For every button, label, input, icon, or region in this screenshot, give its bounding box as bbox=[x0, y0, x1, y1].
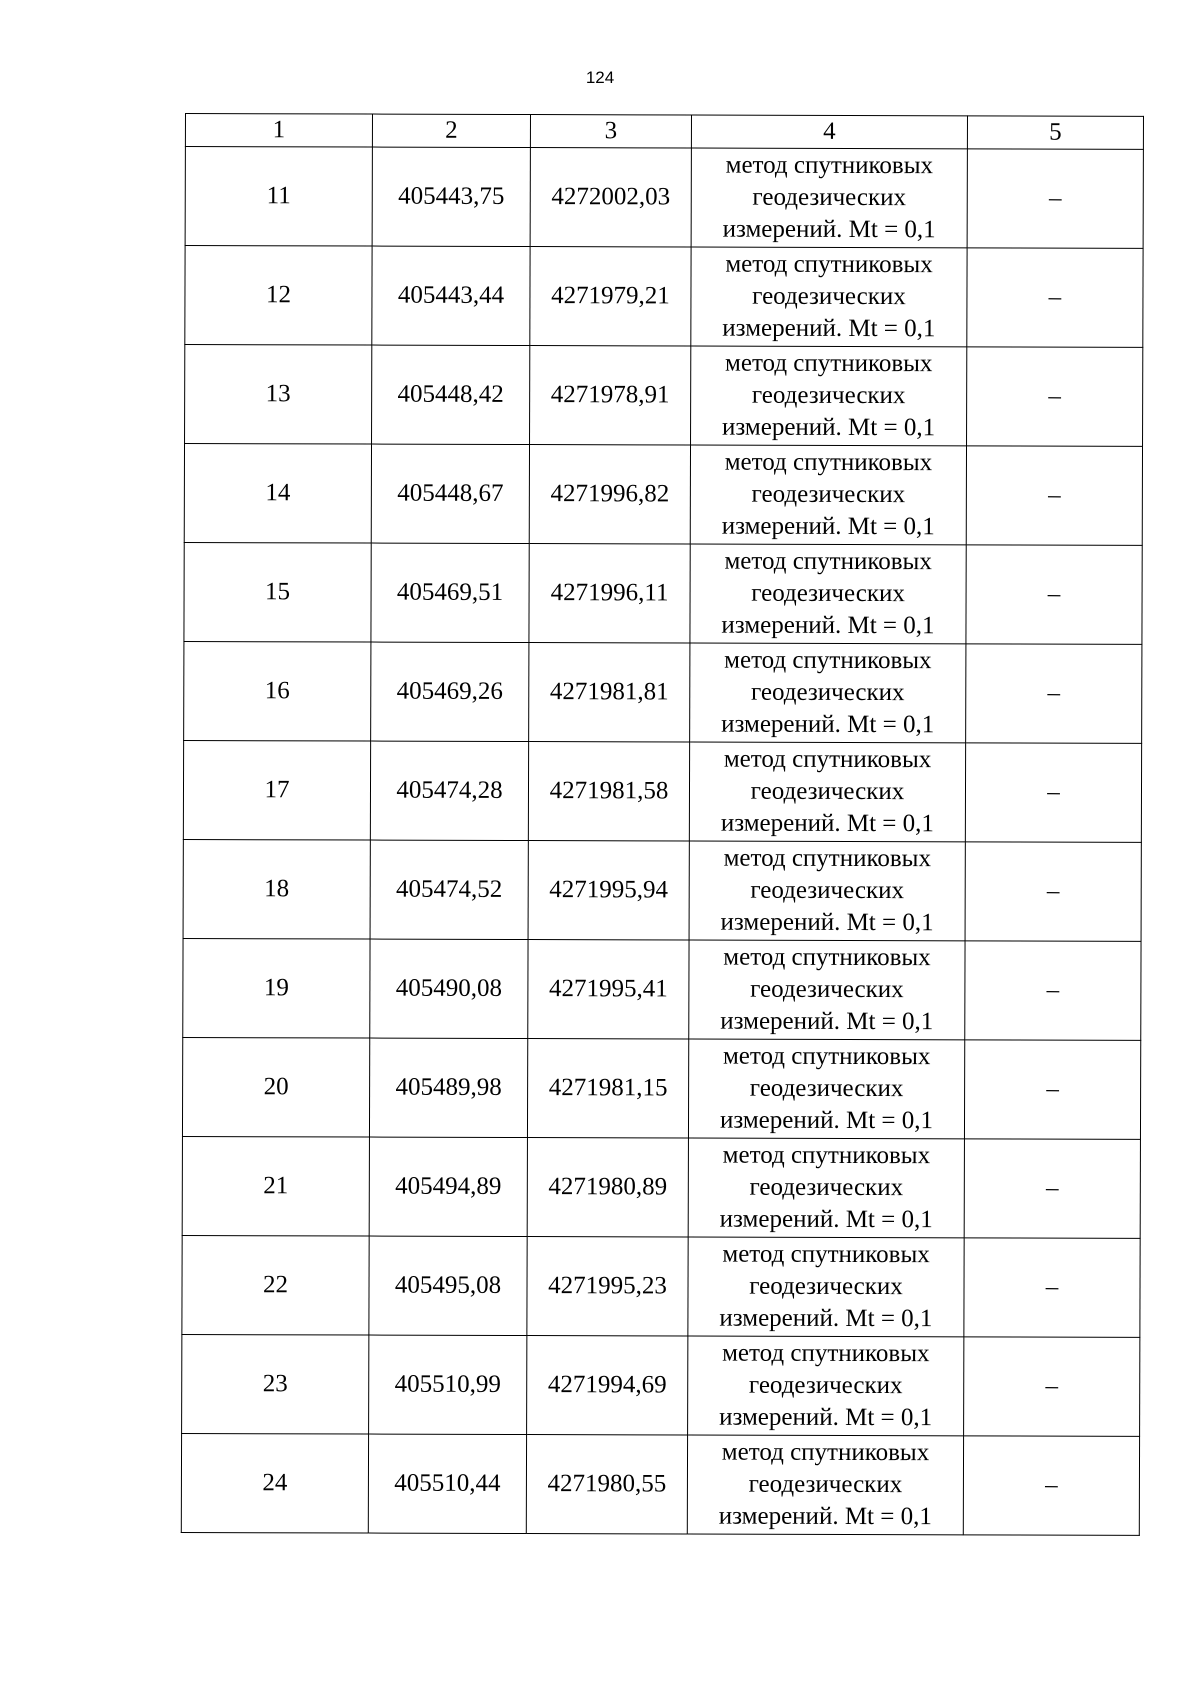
point-number-cell: 24 bbox=[181, 1433, 368, 1533]
column-header-5: 5 bbox=[967, 116, 1143, 150]
column-header-4: 4 bbox=[691, 115, 967, 149]
method-line: измерений. Mt = 0,1 bbox=[720, 809, 934, 838]
method-line: измерений. Mt = 0,1 bbox=[721, 512, 935, 541]
method-description bbox=[688, 1238, 963, 1335]
note-cell: – bbox=[964, 1337, 1140, 1437]
x-coordinate-cell: 405443,75 bbox=[372, 147, 530, 246]
note-cell: – bbox=[966, 446, 1142, 546]
method-line: измерений. Mt = 0,1 bbox=[721, 413, 936, 442]
method-cell bbox=[690, 445, 966, 545]
y-coordinate-cell: 4271995,41 bbox=[528, 940, 689, 1039]
method-line: метод спутниковых bbox=[722, 1042, 931, 1071]
point-number-cell: 15 bbox=[184, 542, 371, 642]
x-coordinate-cell: 405510,44 bbox=[368, 1434, 526, 1533]
x-coordinate-cell: 405474,52 bbox=[370, 840, 528, 939]
method-line: метод спутниковых bbox=[722, 1240, 930, 1269]
point-number-cell: 17 bbox=[183, 740, 370, 840]
method-line: геодезических bbox=[751, 480, 906, 509]
method-line: метод спутниковых bbox=[725, 250, 933, 279]
method-line: геодезических bbox=[750, 777, 905, 806]
note-cell: – bbox=[967, 248, 1143, 348]
table-row bbox=[185, 147, 1143, 249]
table-row bbox=[184, 444, 1142, 546]
x-coordinate-cell: 405448,67 bbox=[371, 444, 529, 543]
method-description bbox=[688, 1436, 963, 1533]
method-line: метод спутниковых bbox=[723, 943, 931, 972]
x-coordinate-cell: 405510,99 bbox=[369, 1335, 527, 1434]
method-line: геодезических bbox=[752, 282, 906, 311]
method-line: измерений. Mt = 0,1 bbox=[720, 908, 934, 937]
method-line: геодезических bbox=[749, 1272, 903, 1301]
method-line: метод спутниковых bbox=[721, 1438, 930, 1467]
y-coordinate-cell: 4271994,69 bbox=[527, 1336, 688, 1435]
method-description bbox=[691, 348, 966, 445]
method-line: метод спутниковых bbox=[724, 448, 933, 477]
x-coordinate-cell: 405469,51 bbox=[371, 543, 529, 642]
y-coordinate-cell: 4271981,81 bbox=[529, 643, 690, 742]
note-cell: – bbox=[964, 1040, 1140, 1140]
method-line: измерений. Mt = 0,1 bbox=[719, 1106, 934, 1135]
method-cell bbox=[689, 742, 965, 842]
note-cell: – bbox=[967, 347, 1143, 447]
method-description bbox=[689, 942, 964, 1039]
method-line: геодезических bbox=[752, 183, 907, 212]
method-line: измерений. Mt = 0,1 bbox=[721, 710, 935, 739]
method-line: метод спутниковых bbox=[725, 349, 933, 378]
table-row bbox=[182, 1235, 1140, 1337]
method-line: метод спутниковых bbox=[723, 844, 932, 873]
point-number-cell: 14 bbox=[184, 444, 371, 544]
x-coordinate-cell: 405489,98 bbox=[369, 1038, 527, 1137]
method-cell bbox=[691, 247, 967, 347]
method-line: геодезических bbox=[750, 975, 904, 1004]
note-cell: – bbox=[966, 545, 1142, 645]
method-cell bbox=[687, 1435, 963, 1535]
table-row bbox=[184, 641, 1142, 743]
y-coordinate-cell: 4271995,94 bbox=[528, 841, 689, 940]
y-coordinate-cell: 4271978,91 bbox=[530, 346, 691, 445]
method-line: измерений. Mt = 0,1 bbox=[718, 1502, 932, 1531]
column-header-3: 3 bbox=[530, 115, 691, 148]
method-line: измерений. Mt = 0,1 bbox=[719, 1205, 933, 1234]
table-row bbox=[184, 542, 1142, 644]
method-line: измерений. Mt = 0,1 bbox=[720, 1007, 934, 1036]
method-line: геодезических bbox=[750, 876, 905, 905]
table-row bbox=[182, 1037, 1140, 1139]
table-row bbox=[181, 1433, 1139, 1535]
method-cell bbox=[690, 544, 966, 644]
method-description bbox=[688, 1337, 963, 1434]
method-line: измерений. Mt = 0,1 bbox=[722, 215, 936, 244]
method-description bbox=[689, 1041, 964, 1138]
x-coordinate-cell: 405494,89 bbox=[369, 1137, 527, 1236]
note-cell: – bbox=[965, 842, 1141, 942]
method-description bbox=[690, 744, 965, 841]
method-line: геодезических bbox=[749, 1173, 904, 1202]
method-description bbox=[690, 645, 965, 742]
method-cell bbox=[688, 1237, 964, 1337]
method-cell bbox=[688, 1138, 964, 1238]
method-description bbox=[689, 1139, 964, 1236]
method-line: геодезических bbox=[748, 1371, 903, 1400]
method-line: геодезических bbox=[749, 1074, 904, 1103]
method-line: измерений. Mt = 0,1 bbox=[719, 1403, 933, 1432]
method-description bbox=[691, 249, 966, 346]
method-line: метод спутниковых bbox=[722, 1141, 931, 1170]
y-coordinate-cell: 4271980,89 bbox=[527, 1138, 688, 1237]
method-line: геодезических bbox=[751, 381, 906, 410]
table-row bbox=[183, 740, 1141, 842]
y-coordinate-cell: 4271979,21 bbox=[530, 247, 691, 346]
method-description bbox=[692, 150, 967, 247]
method-line: геодезических bbox=[750, 678, 905, 707]
point-number-cell: 18 bbox=[183, 839, 370, 939]
point-number-cell: 12 bbox=[185, 246, 372, 346]
note-cell: – bbox=[964, 1139, 1140, 1239]
y-coordinate-cell: 4271981,58 bbox=[528, 742, 689, 841]
note-cell: – bbox=[963, 1436, 1139, 1536]
table-row bbox=[183, 938, 1141, 1040]
method-cell bbox=[691, 346, 967, 446]
method-cell bbox=[690, 643, 966, 743]
x-coordinate-cell: 405443,44 bbox=[372, 246, 530, 345]
column-header-1: 1 bbox=[185, 114, 372, 148]
point-number-cell: 22 bbox=[182, 1235, 369, 1335]
method-cell bbox=[688, 1336, 964, 1436]
method-line: геодезических bbox=[751, 579, 905, 608]
note-cell: – bbox=[965, 743, 1141, 843]
page-number: 124 bbox=[585, 68, 615, 87]
method-line: метод спутниковых bbox=[725, 151, 934, 180]
method-cell bbox=[689, 841, 965, 941]
method-description bbox=[690, 843, 965, 940]
method-line: метод спутниковых bbox=[723, 745, 932, 774]
method-line: метод спутниковых bbox=[724, 646, 932, 675]
note-cell: – bbox=[965, 941, 1141, 1041]
coordinates-table-container bbox=[181, 113, 1143, 1536]
y-coordinate-cell: 4271995,23 bbox=[527, 1237, 688, 1336]
y-coordinate-cell: 4271996,11 bbox=[529, 544, 690, 643]
method-line: геодезических bbox=[748, 1470, 903, 1499]
method-cell bbox=[691, 148, 967, 248]
x-coordinate-cell: 405474,28 bbox=[370, 741, 528, 840]
table-row bbox=[183, 839, 1141, 941]
point-number-cell: 19 bbox=[183, 938, 370, 1038]
y-coordinate-cell: 4271980,55 bbox=[526, 1435, 687, 1534]
method-description bbox=[690, 546, 965, 643]
point-number-cell: 21 bbox=[182, 1136, 369, 1236]
table-header-row bbox=[185, 114, 1143, 150]
note-cell: – bbox=[967, 149, 1143, 249]
point-number-cell: 20 bbox=[182, 1037, 369, 1137]
table-row bbox=[182, 1334, 1140, 1436]
point-number-cell: 16 bbox=[184, 641, 371, 741]
point-number-cell: 23 bbox=[182, 1334, 369, 1434]
x-coordinate-cell: 405495,08 bbox=[369, 1236, 527, 1335]
method-line: измерений. Mt = 0,1 bbox=[721, 611, 935, 640]
x-coordinate-cell: 405469,26 bbox=[371, 642, 529, 741]
table-row bbox=[185, 345, 1143, 447]
x-coordinate-cell: 405490,08 bbox=[370, 939, 528, 1038]
x-coordinate-cell: 405448,42 bbox=[372, 345, 530, 444]
point-number-cell: 11 bbox=[185, 147, 372, 247]
method-line: метод спутниковых bbox=[724, 547, 932, 576]
column-header-2: 2 bbox=[372, 114, 530, 147]
note-cell: – bbox=[966, 644, 1142, 744]
method-cell bbox=[689, 940, 965, 1040]
method-cell bbox=[688, 1039, 964, 1139]
point-number-cell: 13 bbox=[185, 345, 372, 445]
method-line: измерений. Mt = 0,1 bbox=[722, 314, 936, 343]
y-coordinate-cell: 4271996,82 bbox=[529, 445, 690, 544]
note-cell: – bbox=[964, 1238, 1140, 1338]
table-row bbox=[185, 246, 1143, 348]
y-coordinate-cell: 4272002,03 bbox=[530, 148, 691, 247]
method-description bbox=[691, 447, 966, 544]
table-row bbox=[182, 1136, 1140, 1238]
coordinates-table bbox=[181, 113, 1144, 1536]
table-body bbox=[181, 147, 1143, 1536]
method-line: метод спутниковых bbox=[722, 1339, 930, 1368]
method-line: измерений. Mt = 0,1 bbox=[719, 1304, 933, 1333]
y-coordinate-cell: 4271981,15 bbox=[527, 1039, 688, 1138]
